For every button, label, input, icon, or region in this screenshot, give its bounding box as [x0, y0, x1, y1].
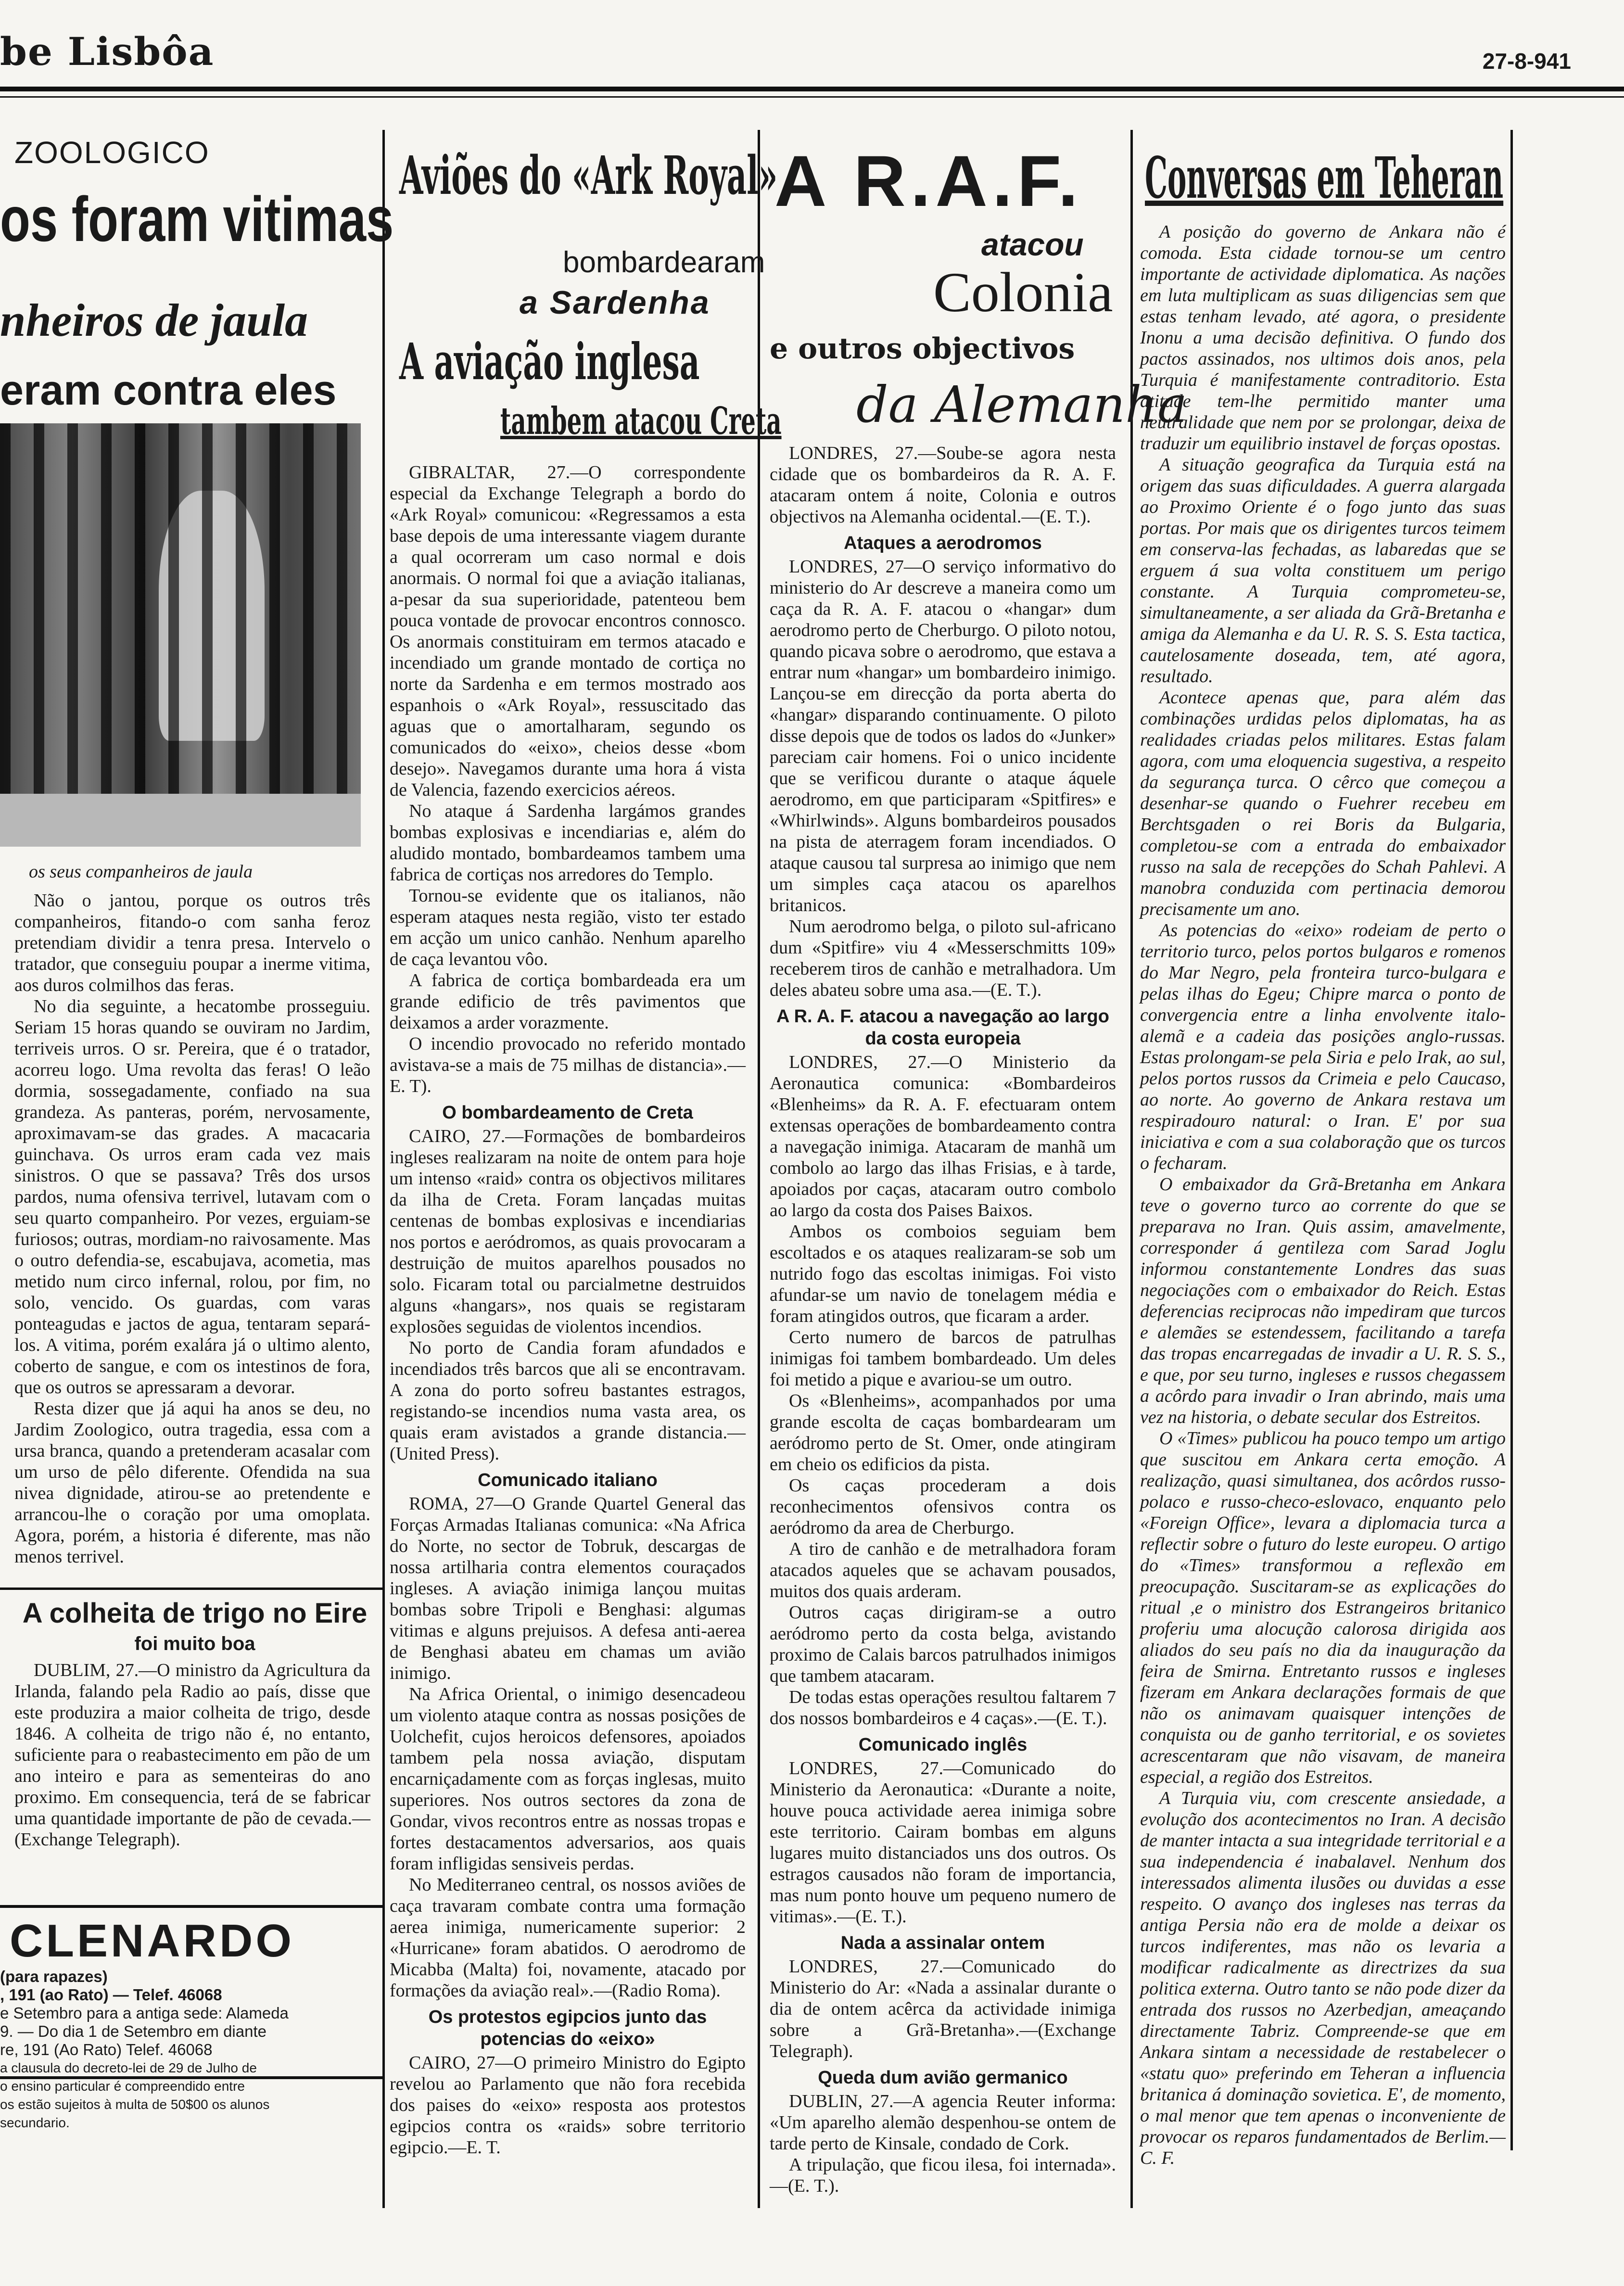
ad-line: (para rapazes)	[0, 1968, 108, 1985]
subhead-creta: O bombardeamento de Creta	[442, 1103, 693, 1123]
paragraph: Certo numero de barcos de patrulhas inimigas foi tambem bombardeado. Um deles foi metido a pique e avariou-se um outro.	[770, 1327, 1116, 1390]
zoo-article-body	[14, 890, 370, 1567]
paragraph: A tripulação, que ficou ilesa, foi internada».—(E. T.).	[770, 2155, 1116, 2196]
issue-date: 27-8-941	[1482, 49, 1571, 74]
headline-conversas-teheran: Conversas em Teheran	[1145, 144, 1504, 211]
subheadline-creta: tambem atacou Creta	[500, 399, 782, 443]
subheadline-alemanha: da Alemanha	[856, 375, 1188, 434]
ad-line: re, 191 (Ao Rato) Telef. 46068	[0, 2041, 213, 2058]
subheadline-atacou: atacou	[981, 227, 1084, 262]
raf-article-body	[770, 443, 1116, 2197]
paragraph: A situação geografica da Turquia está na origem das suas dificuldades. A guerra alargada ao Proximo Oriente é o fogo junto das suas portas. Por mais que os dirigentes turcos teimem em conserva-las fechadas, as labaredas que se erguem á sua volta constituem um perigo constante. A Turquia comprometeu-se, simultaneamente, a ser aliada da Grã-Bretanha e amiga da Alemanha e da U. R. S. S. Esta tactica, cautelosamente doseada, tem, até agora, resultado.	[1140, 455, 1506, 686]
bear-cage-photo	[0, 423, 361, 847]
paragraph: Resta dizer que já aqui ha anos se deu, no Jardim Zoologico, outra tragedia, essa com a ursa branca, quando a pretenderam acasalar com um urso de pêlo diferente. Ofendida na sua nivea dignidade, atirou-se ao pretendente e arrancou-lhe o coração por uma omoplata. Agora, porém, a historia é diferente, mas não menos terrivel.	[14, 1398, 370, 1567]
paragraph: LONDRES, 27.—O Ministerio da Aeronautica comunica: «Bombardeiros «Blenheims» da R. A. F. efectuaram ontem extensas operações de bombardeamento contra a navegação inimiga. Atacaram de manhã um combolo ao largo das ilhas Frisias, e à tarde, apoiados por caças, atacaram outro combolo ao largo da costa dos Paises Baixos.	[770, 1052, 1116, 1220]
ad-line: os estão sujeitos à multa de 50$00 os alunos	[0, 2097, 270, 2112]
paragraph: Ambos os comboios seguiam bem escoltados e os ataques realizaram-se sob um nutrido fogo das escoltas inimigas. Foi visto afundar-se um navio de tonelagem média e foram atingidos outros, que ficaram a arder.	[770, 1221, 1116, 1326]
paragraph: Num aerodromo belga, o piloto sul-africano dum «Spitfire» viu 4 «Messerschmitts 109» receberem tiros de canhão e metralhadora. Um deles abateu sobre uma asa.—(E. T.).	[770, 916, 1116, 1000]
ad-line: e Setembro para a antiga sede: Alameda	[0, 2004, 289, 2022]
paragraph: No Mediterraneo central, os nossos aviões de caça travaram combate contra uma formação aerea inimiga, numericamente superior: 2 «Hurricane» foram abatidos. O aerodromo de Micabba (Malta) foi, novamente, atacado por formações da aviação real».—(Radio Roma).	[390, 1875, 746, 2001]
subheadline-sardenha: a Sardenha	[520, 284, 710, 321]
paragraph: O «Times» publicou ha pouco tempo um artigo que suscitou em Ankara certa emoção. A realização, quasi simultanea, dos acôrdos russo-polaco e russo-checo-eslovaco, enquanto pelo «Foreign Office», levara a diplomacia turca a reflectir sobre o futuro do leste europeu. O artigo do «Times» transformou a reflexão em preocupação. Suscitaram-se as explicações do ritual ,e o ministro dos Estrangeiros britanico proferiu uma alocução calorosa dirigida aos aliados do seu país no dia da inauguração da feira de Smirna. Entretanto russos e ingleses fizeram em Ankara declarações formais de que não os animavam quaisquer intenções de conquista ou de ganho territorial, e os sovietes acrescentaram que não visavam, de maneira especial, a região dos Estreitos.	[1140, 1428, 1506, 1787]
paragraph: No dia seguinte, a hecatombe prosseguiu. Seriam 15 horas quando se ouviram no Jardim, terriveis urros. O sr. Pereira, que é o tratador, acorreu logo. Uma revolta das feras! O leão dormia, sossegadamente, confiado na sua grandeza. As panteras, porém, nervosamente, aproximavam-se das grades. A macacaria guinchava. Os urros eram cada vez mais sinistros. O que se passava? Três dos ursos pardos, numa ofensiva terrivel, lutavam com o seu quarto companheiro. Por vezes, erguiam-se furiosos; outras, mordiam-no raivosamente. Mas o outro defendia-se, escabujava, acometia, mas metido num circo infernal, rolou, por fim, no solo, vencido. Os guardas, com varas ponteagudas e jactos de agua, tentaram separá-los. A vitima, porém exalára já o ultimo alento, coberto de sangue, e com os intestinos de fora, que os outros se apressaram a devorar.	[14, 996, 370, 1397]
ark-article-body	[390, 462, 746, 2158]
teheran-article-body	[1140, 221, 1506, 2169]
paragraph: O incendio provocado no referido montado avistava-se a mais de 75 milhas de distancia».—E. T).	[390, 1034, 746, 1096]
top-rule	[0, 87, 1624, 91]
eire-article-body	[14, 1660, 370, 1850]
paragraph: A posição do governo de Ankara não é comoda. Esta cidade tornou-se um centro importante de actividade diplomatica. As nações em luta multiplicam as suas diligencias sem que estas tenham levado, até agora, o presidente Inonu a uma decisão definitiva. O fundo dos pactos assinados, nos ultimos dois anos, pela Turquia é manifestamente contraditorio. Esta atitude tem-lhe permitido manter uma neutralidade que nem por se prolongar, deixa de traduzir um equilibrio instavel de forças opostas.	[1140, 222, 1506, 454]
paragraph: LONDRES, 27.—Comunicado do Ministerio da Aeronautica: «Durante a noite, houve pouca actividade aerea inimiga sobre este territorio. Cairam bombas em alguns lugares muito distanciados uns dos outros. Os estragos causados não foram de importancia, mas num ponto houve um pequeno numero de vitimas».—(E. T.).	[770, 1758, 1116, 1927]
headline-vitimas: os foram vitimas	[0, 184, 394, 254]
paragraph: CAIRO, 27.—Formações de bombardeiros ingleses realizaram na noite de ontem para hoje um intenso «raid» contra os objectivos militares da ilha de Creta. Foram lançadas muitas centenas de bombas explosivas e incendiarias nos portos e aeródromos, as quais provocaram a destruição de muitos aparelhos pousados no solo. Ficaram total ou parcialmetne destruidos alguns «hangars», nos quais se registaram explosões seguidas de violentos incendios.	[390, 1126, 746, 1337]
headline-contra-eles: eram contra eles	[0, 366, 337, 414]
subhead-navegacao: A R. A. F. atacou a navegação ao largo da costa europeia	[776, 1006, 1109, 1049]
paragraph: LONDRES, 27.—Comunicado do Ministerio do Ar: «Nada a assinalar durante o dia de ontem acêrca da actividade inimiga sobre a Grã-Bretanha».—(Exchange Telegraph).	[770, 1956, 1116, 2061]
masthead-title: be Lisbôa	[0, 29, 215, 74]
paragraph: Outros caças dirigiram-se a outro aeródromo perto da costa belga, avistando proximo de Calais barcos patrulhados inimigos que tambem atacaram.	[770, 1602, 1116, 1686]
paragraph: Tornou-se evidente que os italianos, não esperam ataques nesta região, visto ter estado em acção um unico canhão. Nenhum aparelho de caça levantou vôo.	[390, 886, 746, 969]
subhead-comunicado-ingles: Comunicado inglês	[858, 1735, 1028, 1755]
paragraph: DUBLIN, 27.—A agencia Reuter informa: «Um aparelho alemão despenhou-se ontem de tarde perto de Kinsale, condado de Cork.	[770, 2091, 1116, 2154]
headline-jaula: nheiros de jaula	[0, 294, 308, 346]
eire-headline: A colheita de trigo no Eire	[22, 1598, 368, 1629]
section-rule	[0, 1588, 382, 1590]
headline-ark-royal: Aviões do «Ark Royal»	[399, 144, 778, 206]
paragraph: As potencias do «eixo» rodeiam de perto o territorio turco, pelos portos bulgaros e romenos do Mar Negro, pela fronteira turco-bulgara e pelas ilhas do Egeu; Chipre marca o ponto de convergencia entre a linha envolvente italo-alemã e a cadeia das posições anglo-russas. Estas prolongam-se pela Siria e pelo Irak, ao sul, pelos portos russos da Crimeia e pelo Caucaso, ao norte. Ao governo de Ankara restava um respiradouro natural: o Iran. E' por sua iniciativa e com a sua colaboração que os turcos o fecharam.	[1140, 920, 1506, 1173]
paragraph: LONDRES, 27.—Soube-se agora nesta cidade que os bombardeiros da R. A. F. atacaram ontem á noite, Colonia e outros objectivos na Alemanha ocidental.—(E. T.).	[770, 443, 1116, 527]
subhead-queda-aviao: Queda dum avião germanico	[818, 2068, 1068, 2088]
ad-line: , 191 (ao Rato) — Telef. 46068	[0, 1986, 222, 2004]
paragraph: A tiro de canhão e de metralhadora foram atacados aqueles que se achavam pousados, muitos dos quais arderam.	[770, 1539, 1116, 1601]
paragraph: A Turquia viu, com crescente ansiedade, a evolução dos acontecimentos no Iran. A decisão de manter intacta a sua integridade territorial e a sua independencia é inabalavel. Nenhum dos interessados alimenta ilusões ou duvidas a esse respeito. O avanço dos ingleses nas terras da antiga Persia não era de molde a deixar os turcos indiferentes, mas não os levaria a modificar radicalmente as directrizes da sua politica externa. Outro tanto se não pode dizer da entrada dos russos no Azerbedjan, ameaçando directamente Tabriz. Compreende-se que em Ankara sintam a necessidade de restabelecer o «statu quo» preferindo em Teheran a influencia britanica á dominação sovietica. E', de momento, o mal menor que tem apenas o inconveniente de provocar os reparos fundamentados de Berlim.—C. F.	[1140, 1788, 1506, 2168]
subhead-nada-assinalar: Nada a assinalar ontem	[840, 1933, 1045, 1953]
subheadline-outros-objectivos: e outros objectivos	[770, 332, 1075, 366]
paragraph: Na Africa Oriental, o inimigo desencadeou um violento ataque contra as nossas posições de Uolchefit, cujos heroicos defensores, apoiados tambem pela nossa aviação, disputam encarniçadamente com as forças inglesas, muito superiores. Nos outros sectores da zona de Gondar, vivos recontros entre as nossas tropas e fortes destacamentos adversarios, aos quais foram infligidas sensiveis perdas.	[390, 1684, 746, 1874]
ad-line: a clausula do decreto-lei de 29 de Julho de	[0, 2060, 257, 2075]
paragraph: CAIRO, 27—O primeiro Ministro do Egipto revelou ao Parlamento que não fora recebida dos paises do «eixo» resposta aos protestos egipcios contra os «raids» sobre territorio egipcio.—E. T.	[390, 2053, 746, 2158]
paragraph: ROMA, 27—O Grande Quartel General das Forças Armadas Italianas comunica: «Na Africa do Norte, no sector de Tobruk, descargas de nossa artilharia contra elementos couraçados ingleses. A aviação inimiga lançou muitas bombas sobre Tripoli e Benghasi: algumas vitimas e alguns prejuisos. A defesa anti-aerea de Benghasi abateu em chamas um avião inimigo.	[390, 1494, 746, 1683]
paragraph: No ataque á Sardenha largámos grandes bombas explosivas e incendiarias e, além do aludido montado, bombardeamos tambem uma fabrica de cortiças nos arredores do Templo.	[390, 801, 746, 885]
subhead-aerodromos: Ataques a aerodromos	[844, 533, 1042, 553]
subheadline-colonia: Colonia	[933, 261, 1113, 324]
section-kicker: ZOOLOGICO	[14, 135, 210, 170]
column-divider	[382, 130, 385, 2208]
clenardo-ad-title: CLENARDO	[10, 1915, 294, 1967]
subheadline-bombardearam: bombardearam	[563, 246, 765, 279]
paragraph: O embaixador da Grã-Bretanha em Ankara teve o governo turco ao corrente do que se preparava no Iran. Quis assim, amavelmente, corresponder á gentileza com Sarad Joglu informou constantemente Londres das suas negociações com o embaixador do Reich. Estas deferencias reciprocas não impediram que turcos e alemães se estendessem, facilitando a tarefa das tropas encarregadas de invadir a U. R. S. S., e que, por seu turno, ingleses e russos chegassem a acôrdo para invadir o Iran abrindo, mais uma vez na historia, o debate secular dos Estreitos.	[1140, 1174, 1506, 1427]
eire-subheadline: foi muito boa	[134, 1633, 255, 1654]
column-divider	[1510, 130, 1513, 2150]
top-rule-thin	[0, 96, 1624, 98]
paragraph: GIBRALTAR, 27.—O correspondente especial da Exchange Telegraph a bordo do «Ark Royal» comunicou: «Regressamos a esta base depois de uma interessante viagem durante a qual ocorreram um caso normal e dois anormais. O normal foi que a aviação italianas, a-pesar da sua superioridade, patenteou bem pouca vontade de provocar encontros connosco. Os anormais constituiram em termos atacado e incendiado um grande montado de cortiça no norte da Sardenha e em termos mostrado aos espanhois o «Ark Royal», ressuscitado das aguas que o amortalharam, segundo os comunicados do «eixo», cheios desse «bom desejo». Navegamos durante uma hora á vista de Valencia, fazendo exercicios aéreos.	[390, 462, 746, 800]
paragraph: Os caças procederam a dois reconhecimentos ofensivos contra os aeródromo da area de Cherburgo.	[770, 1475, 1116, 1538]
paragraph: De todas estas operações resultou faltarem 7 dos nossos bombardeiros e 4 caças».—(E. T.).	[770, 1687, 1116, 1728]
paragraph: Acontece apenas que, para além das combinações urdidas pelos diplomatas, ha as realidades criadas pelos militares. Estas falam agora, com uma eloquencia sugestiva, a respeito da segurança turca. O cêrco que começou a desenhar-se quando o Fuehrer recebeu em Berchtsgaden o rei Boris da Bulgaria, completou-se com a entrada do embaixador russo na sala de recepções do Schah Pahlevi. A manobra conduzida com pertinacia demorou precisamente um ano.	[1140, 687, 1506, 919]
headline-raf: A R.A.F.	[774, 140, 1083, 221]
subhead-egipcios: Os protestos egipcios junto das potencias do «eixo»	[428, 2007, 707, 2049]
ad-line: o ensino particular é compreendido entre	[0, 2079, 245, 2094]
paragraph: No porto de Candia foram afundados e incendiados três barcos que ali se encontravam. A zona do porto sofreu bastantes estragos, registando-se incendios numa vasta area, os quais eram avistados a grande distancia.—(United Press).	[390, 1338, 746, 1464]
paragraph: LONDRES, 27—O serviço informativo do ministerio do Ar descreve a maneira como um caça da R. A. F. atacou o «hangar» dum aerodromo perto de Cherburgo. O piloto notou, quando picava sobre o aerodromo, que estava a entrar num «hangar» um bombardeiro inimigo. Lançou-se em direcção da porta aberta do «hangar» disparando continuamente. O piloto disse depois que de todos os lados do «Junker» pareciam cair homens. Foi o unico incidente que se verificou durante o ataque áquele aerodromo, em que participaram «Spitfires» e «Whirlwinds». Alguns bombardeiros pousados na pista de aterragem foram incendiados. O ataque causou tal surpresa ao inimigo que nem um simples caça atacou os aparelhos britanicos.	[770, 557, 1116, 915]
subhead-italiano: Comunicado italiano	[478, 1470, 658, 1490]
paragraph: Os «Blenheims», acompanhados por uma grande escolta de caças bombardearam um aeródromo perto de St. Omer, onde atingiram em cheio os edificios da pista.	[770, 1391, 1116, 1474]
clenardo-ad-text	[0, 1968, 380, 2132]
paragraph: DUBLIM, 27.—O ministro da Agricultura da Irlanda, falando pela Radio ao país, disse que este produzira a maior colheita de trigo, desde 1846. A colheita de trigo não é, no entanto, suficiente para o reabastecimento em pão de um ano inteiro e para as sementeiras do ano proximo. Em consequencia, terá de se fabricar uma quantidade importante de pão de cevada.—(Exchange Telegraph).	[14, 1660, 370, 1850]
paragraph: Não o jantou, porque os outros três companheiros, fitando-o com sanha feroz pretendiam dividir a tenra presa. Intervelo o tratador, que conseguiu poupar a inerme vitima, aos duros colmilhos das feras.	[14, 890, 370, 995]
paragraph: A fabrica de cortiça bombardeada era um grande edificio de três pavimentos que deixamos a arder vorazmente.	[390, 970, 746, 1033]
ad-line: 9. — Do dia 1 de Setembro em diante	[0, 2022, 266, 2040]
photo-caption: os seus companheiros de jaula	[29, 862, 253, 882]
ad-line: secundario.	[0, 2115, 70, 2130]
headline-aviacao-inglesa: A aviação inglesa	[399, 332, 700, 391]
column-divider	[1130, 130, 1133, 2208]
